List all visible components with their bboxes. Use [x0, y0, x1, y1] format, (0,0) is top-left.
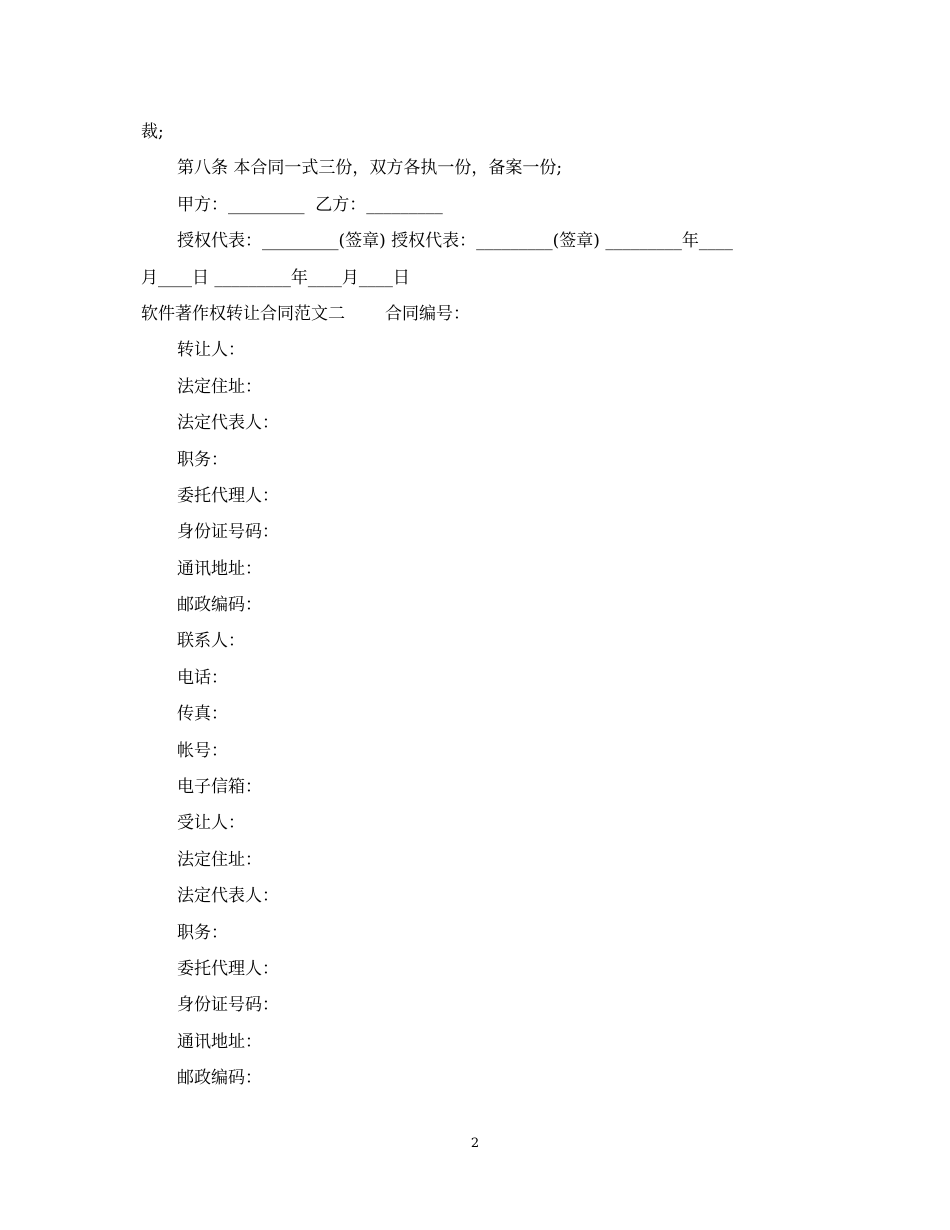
field-contact: 联系人：	[177, 631, 245, 652]
clause-eight: 第八条 本合同一式三份，双方各执一份，备案一份;	[177, 158, 563, 179]
section-title-line	[141, 296, 821, 332]
field-mailing-address: 通讯地址：	[177, 558, 262, 579]
section-title: 软件著作权转让合同范文二	[141, 303, 345, 324]
field-position: 职务：	[177, 922, 228, 943]
field-transferee: 受让人：	[177, 813, 245, 834]
field-fax: 传真：	[177, 704, 228, 725]
transferor-fields	[141, 332, 821, 805]
date-line: 月____日 _________年____月____日	[141, 267, 410, 288]
field-agent: 委托代理人：	[177, 958, 279, 979]
field-id-number: 身份证号码：	[177, 995, 279, 1016]
transferee-fields	[141, 805, 821, 1096]
field-postal-code: 邮政编码：	[177, 595, 262, 616]
authorized-rep-line: 授权代表：_________(签章) 授权代表：_________(签章) _________年____	[177, 231, 733, 252]
field-phone: 电话：	[177, 667, 228, 688]
field-email: 电子信箱：	[177, 777, 262, 798]
field-postal-code: 邮政编码：	[177, 1068, 262, 1089]
field-position: 职务：	[177, 449, 228, 470]
field-agent: 委托代理人：	[177, 485, 279, 506]
field-id-number: 身份证号码：	[177, 522, 279, 543]
document-body	[141, 114, 821, 1097]
text-line-continuation: 裁;	[141, 122, 164, 142]
field-transferor: 转让人：	[177, 340, 245, 361]
party-signature-line: 甲方：_________ 乙方：_________	[177, 194, 443, 215]
contract-number-label: 合同编号：	[385, 303, 470, 324]
page-number: 2	[470, 1136, 480, 1151]
field-mailing-address: 通讯地址：	[177, 1031, 262, 1052]
field-legal-address: 法定住址：	[177, 849, 262, 870]
field-account: 帐号：	[177, 740, 228, 761]
field-legal-representative: 法定代表人：	[177, 886, 279, 907]
field-legal-address: 法定住址：	[177, 376, 262, 397]
field-legal-representative: 法定代表人：	[177, 413, 279, 434]
